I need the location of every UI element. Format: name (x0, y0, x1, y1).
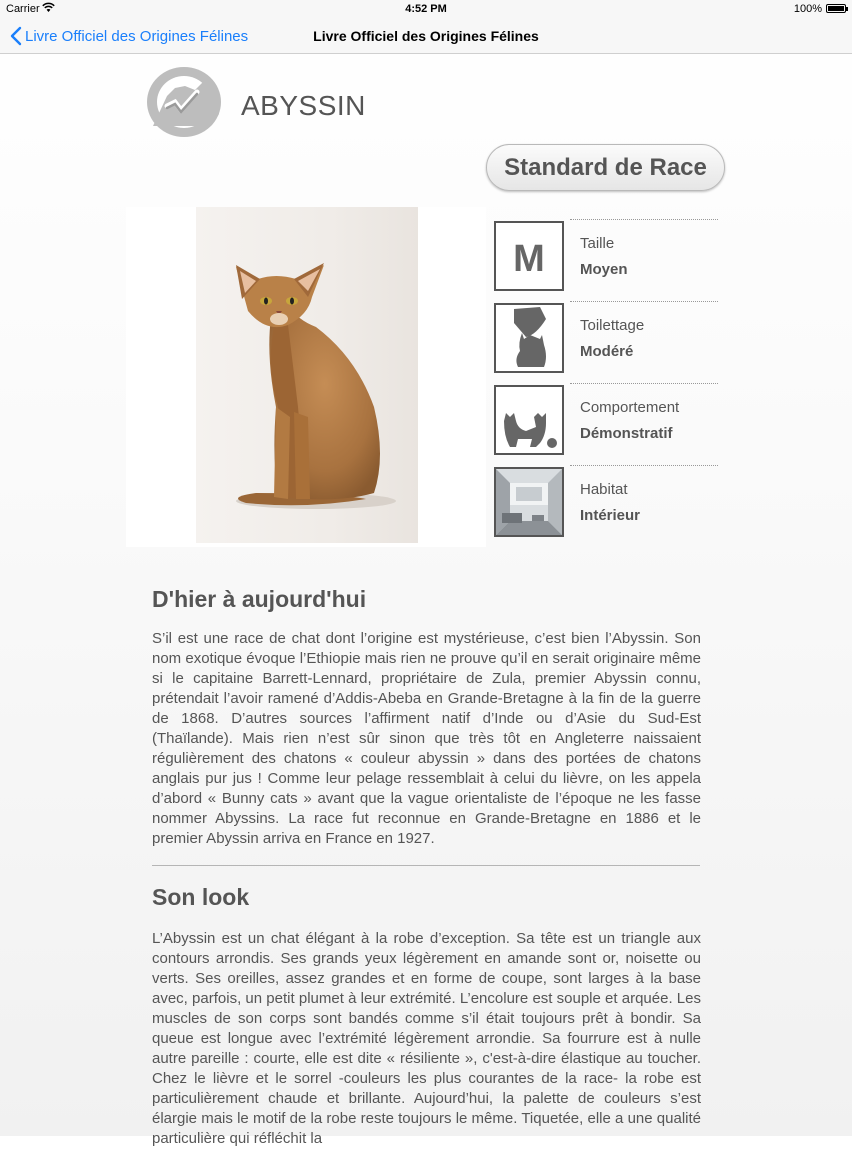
trait-value: Modéré (580, 343, 634, 360)
grooming-icon (494, 303, 564, 373)
trait-label: Comportement (580, 399, 680, 416)
size-m-icon (494, 221, 564, 291)
trait-item-behavior (494, 383, 718, 465)
breed-standard-button[interactable]: Standard de Race (486, 144, 725, 191)
behavior-icon (494, 385, 564, 455)
section-divider (152, 865, 700, 866)
trait-item-habitat (494, 465, 718, 547)
trait-list (494, 219, 718, 547)
breed-title: ABYSSIN (241, 90, 366, 121)
lof-logo-icon (145, 66, 223, 138)
back-button-label: Livre Officiel des Origines Félines (25, 27, 249, 45)
clock: 4:52 PM (405, 3, 447, 15)
trait-value: Intérieur (580, 507, 641, 524)
section-text-history: S’il est une race de chat dont l’origine est mystérieuse, c’est bien l’Abyssin. Son nom exotique évoque l’Ethiopie mais rien ne prouve qu’il en serait originaire même si le capitaine Barrett-Lennard, propriétaire de Zula, premier Abyssin connu, prétendait l’avoir ramené d’Addis-Abeba en Grande-Bretagne à la fin de la guerre de 1868. D’autres sources l’affirment natif d’Inde ou d’Asie du Sud-Est (Thaïlande). Mais rien n’est sûr sinon que très tôt en Angleterre naissaient régulièrement des chatons « couleur abyssin » dans des portées de chatons anglais pur jus ! Comme leur pelage ressemblait à celui du lièvre, on les appela d’abord « Bunny cats » avant que la vague orientaliste de l’époque ne les fasse nommer Abyssins. La race fut reconnue en Grande-Bretagne en 1886 et le premier Abyssin arriva en France en 1927. (152, 630, 701, 847)
navigation-bar (0, 18, 852, 54)
size-letter: M (513, 238, 545, 280)
section-title-look: Son look (152, 884, 250, 910)
habitat-icon (494, 467, 564, 537)
trait-item-size (494, 219, 718, 301)
trait-label: Habitat (580, 481, 628, 498)
trait-label: Toilettage (580, 317, 645, 334)
trait-label: Taille (580, 235, 615, 252)
battery-icon (826, 4, 846, 13)
trait-item-grooming (494, 301, 718, 383)
breed-photo (126, 207, 486, 547)
trait-value: Moyen (580, 261, 628, 278)
trait-value: Démonstratif (580, 425, 673, 442)
nav-title: Livre Officiel des Origines Félines (313, 28, 539, 44)
status-bar (0, 0, 852, 18)
section-text-look: L’Abyssin est un chat élégant à la robe d’exception. Sa tête est un triangle aux contours arrondis. Ses grands yeux légèrement en amande sont or, noisette ou verts. Ses oreilles, assez grandes et en forme de coupe, sont larges à la base avec, parfois, un petit plumet à leur extrémité. L’encolure est souple et arquée. Les muscles de son corps sont bandés comme s’il était toujours prêt à bondir. Sa queue est longue avec l’extrémité légèrement arrondie. Sa fourrure est à nulle autre pareille : courte, elle est dite « résiliente », c'est-à-dire élastique au toucher. Chez le lièvre et le sorrel -couleurs les plus courantes de la race- la robe est particulièrement chaude et brillante. Aujourd’hui, la palette de couleurs s’est élargie mais le motif de la robe reste toujours le même. Tiquetée, elle a une qualité particulière qui réfléchit la (152, 930, 701, 1147)
carrier-label: Carrier (6, 3, 40, 15)
battery-percentage: 100% (793, 3, 822, 15)
cat-photo-illustration (196, 207, 418, 543)
section-title-history: D'hier à aujourd'hui (152, 586, 367, 612)
